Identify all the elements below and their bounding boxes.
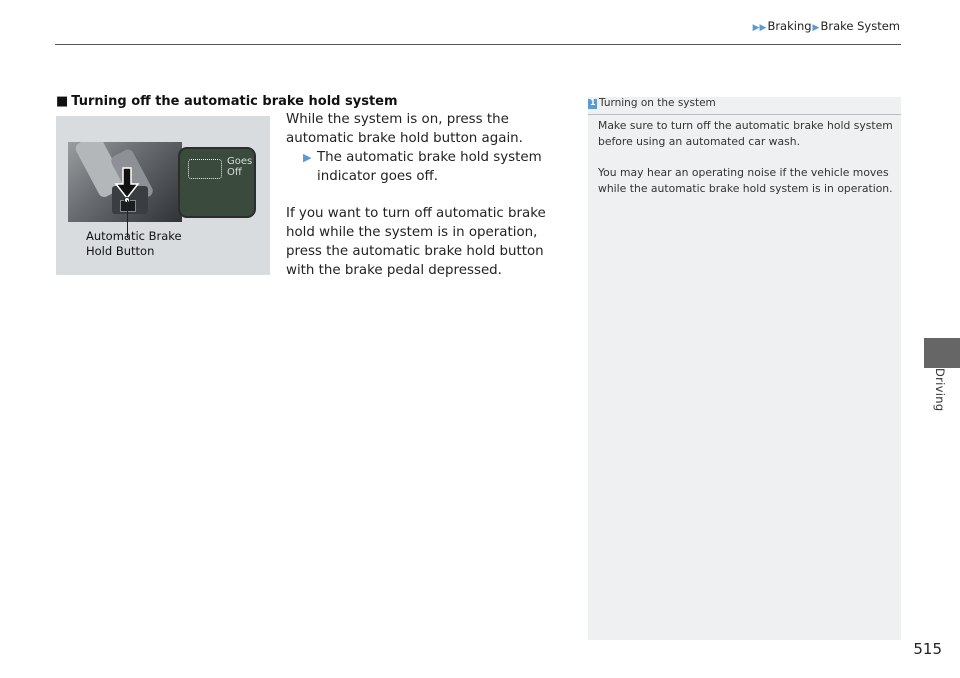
indicator-status-label: Goes Off xyxy=(227,156,253,178)
body-paragraph-1: While the system is on, press the automatic brake hold button again. xyxy=(286,112,523,146)
figure-caption: Automatic Brake Hold Button xyxy=(86,229,182,258)
note-paragraph-2: You may hear an operating noise if the vehicle moves while the automatic brake hold system is in operation. xyxy=(598,166,893,195)
breadcrumb-braking[interactable]: Braking xyxy=(767,19,812,33)
indicator-light-icon xyxy=(188,159,222,179)
note-paragraph-1: Make sure to turn off the automatic brake hold system before using an automated car wash. xyxy=(598,119,893,148)
breadcrumb-arrow-icon: ▶▶ xyxy=(752,23,767,33)
body-paragraph-2: If you want to turn off automatic brake hold while the system is in operation, press the automatic brake hold button with the brake pedal depressed. xyxy=(286,206,546,278)
chapter-label: Driving xyxy=(933,368,947,412)
section-heading xyxy=(56,94,398,109)
breadcrumb-brake-system[interactable]: Brake System xyxy=(820,19,900,33)
section-marker-icon: ■ xyxy=(56,94,69,109)
section-title: Turning off the automatic brake hold system xyxy=(71,94,398,109)
note-header xyxy=(588,97,901,115)
breadcrumb-arrow-icon: ▶ xyxy=(812,23,820,33)
press-down-arrow-icon xyxy=(114,167,140,199)
step-result: The automatic brake hold system indicator goes off. xyxy=(317,150,542,184)
side-note xyxy=(588,97,901,640)
page-number: 515 xyxy=(913,640,942,658)
figure-brake-hold-button xyxy=(56,116,270,275)
step-arrow-icon: ▶ xyxy=(303,151,312,164)
breadcrumb xyxy=(752,19,900,33)
chapter-tab[interactable] xyxy=(924,338,960,368)
note-title: Turning on the system xyxy=(599,97,716,109)
header-divider xyxy=(55,44,901,45)
note-number-icon xyxy=(588,99,597,109)
brake-hold-indicator xyxy=(178,147,256,218)
